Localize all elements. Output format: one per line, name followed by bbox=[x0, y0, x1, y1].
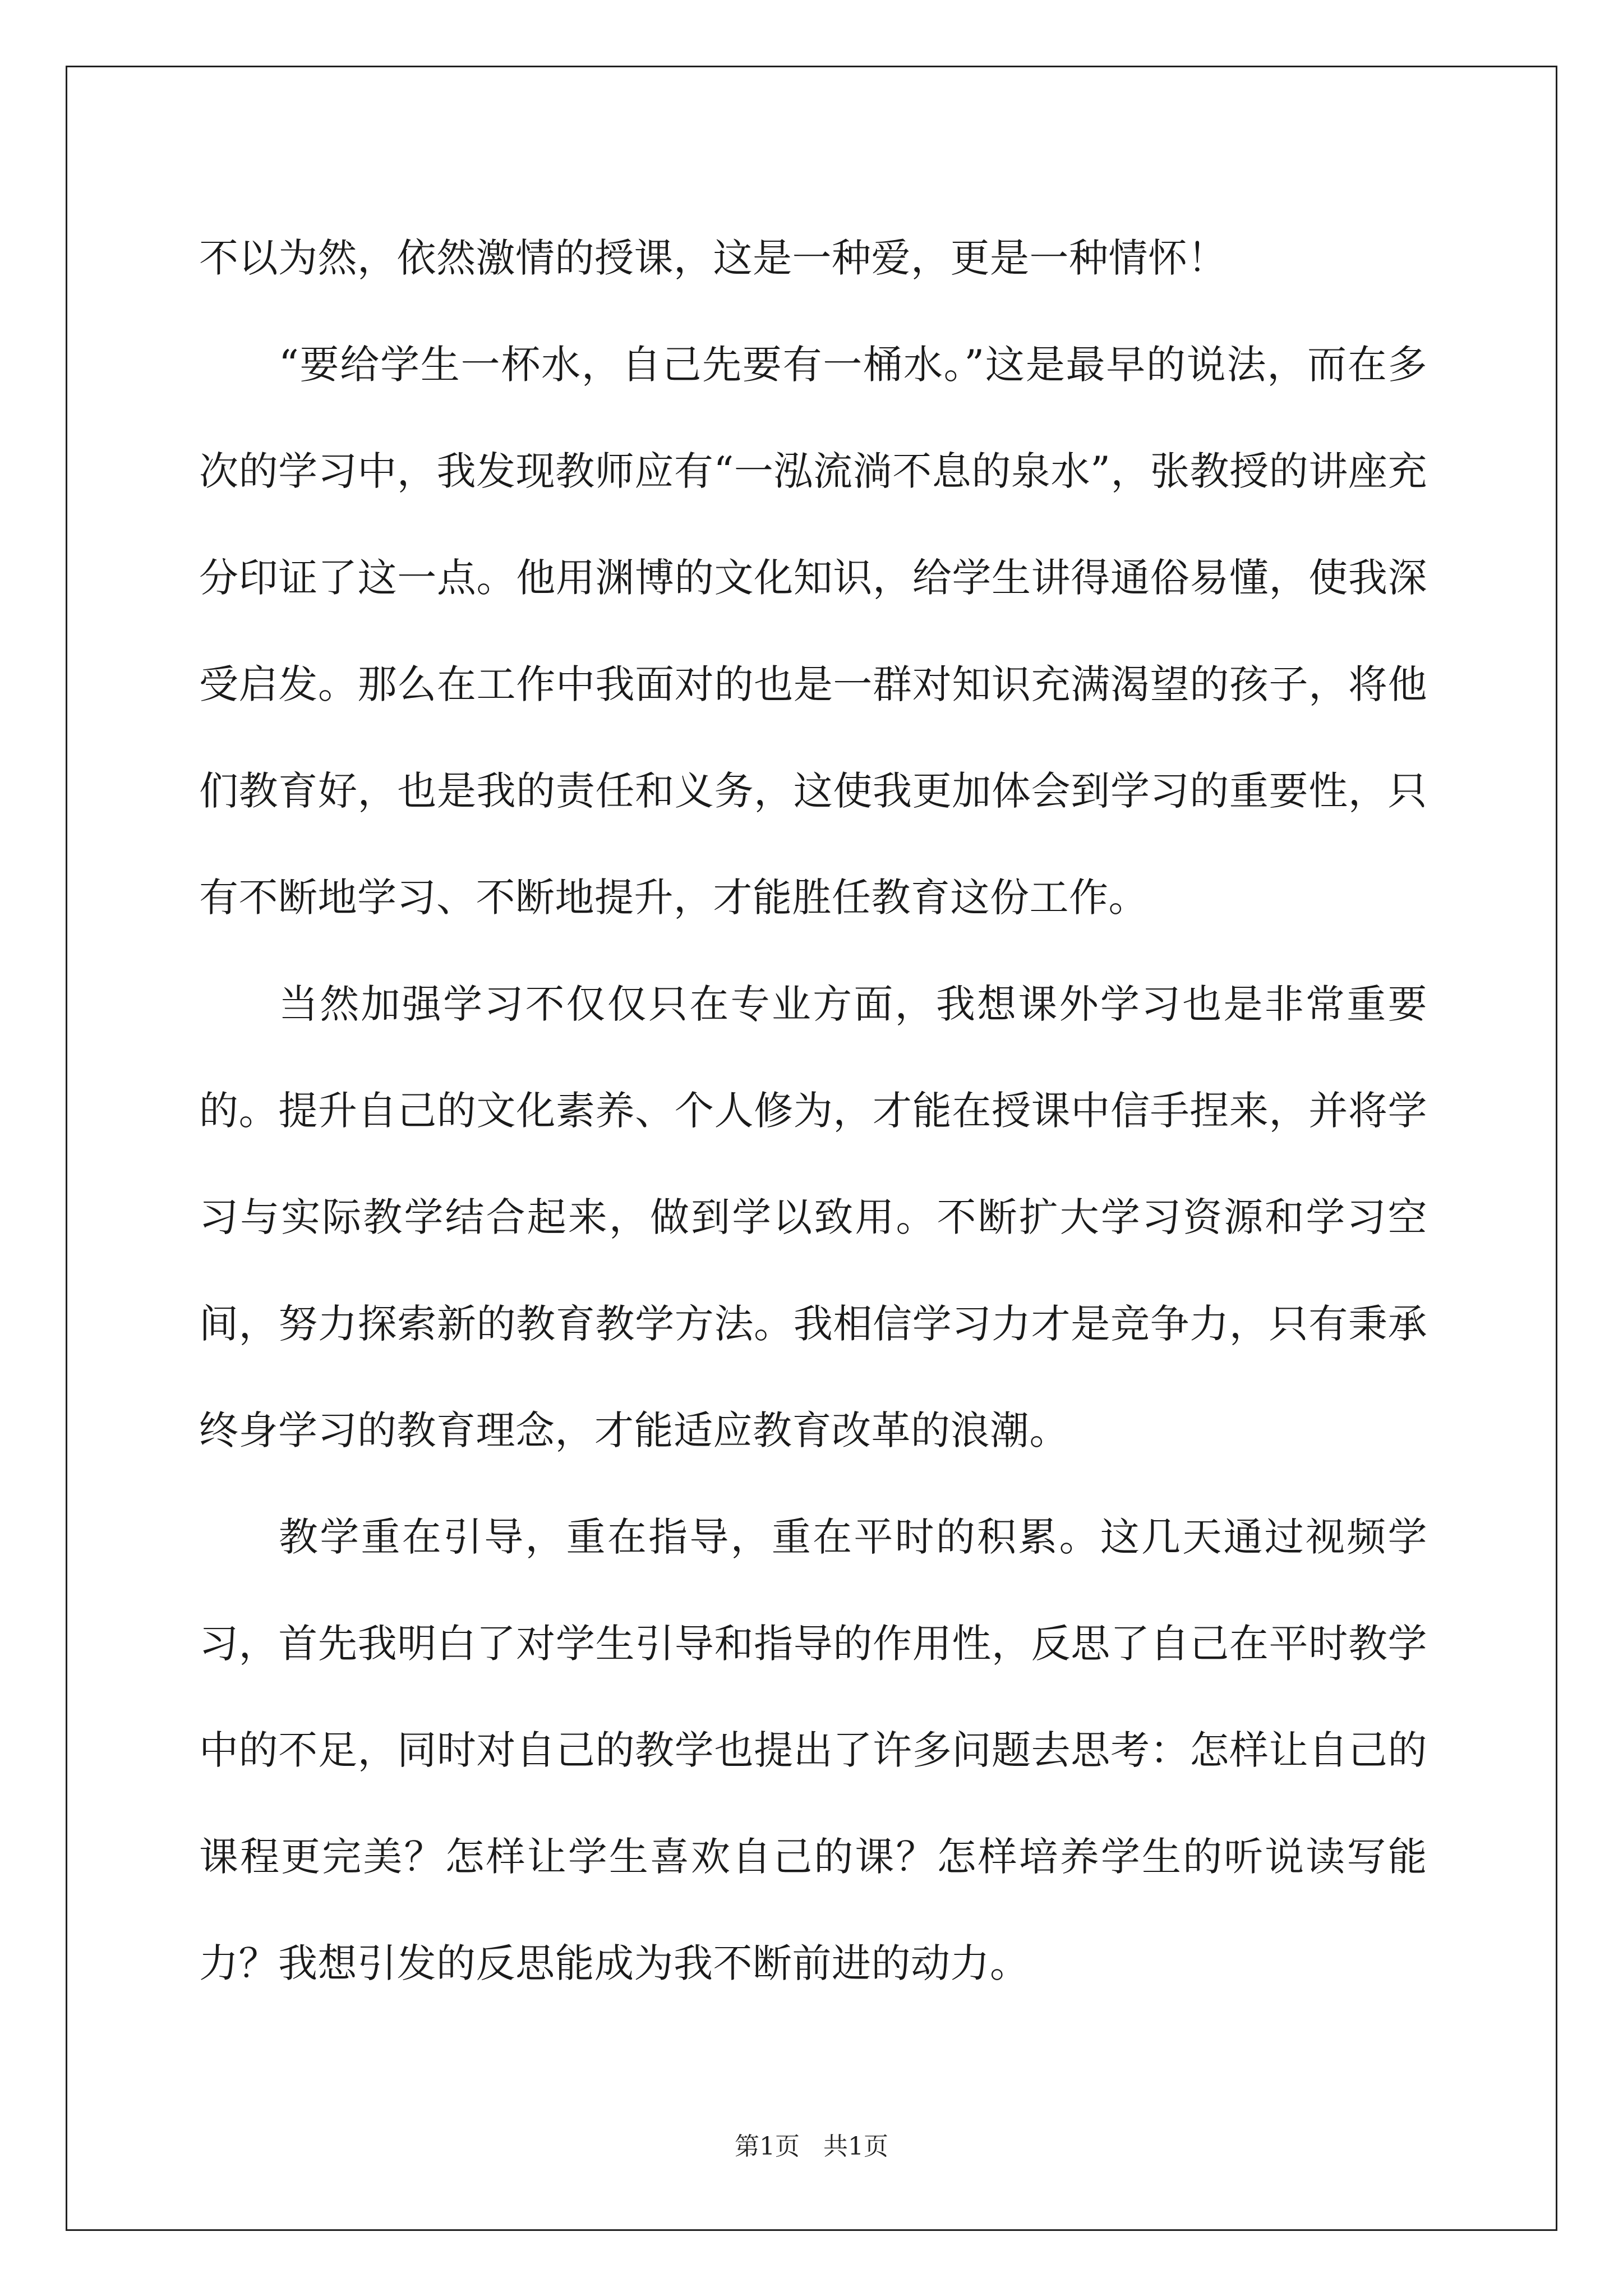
page-footer: 第1页 共1页 bbox=[735, 2132, 888, 2161]
paragraph-1: 不以为然，依然激情的授课，这是一种爱，更是一种情怀！ bbox=[199, 235, 1227, 281]
paragraph-2: “要给学生一杯水，自己先要有一桶水。”这是最早的说法，而在多次的学习中，我发现教师应有“一泓流淌不息的泉水”，张教授的讲座充分印证了这一点。他用渊博的文化知识，给学生讲得通俗易懂，使我深受启发。那么在工作中我面对的也是一群对知识充满渴望的孩子，将他们教育好，也是我的责任和义务，这使我更加体会到学习的重要性，只有不断地学习、不断地提升，才能胜任教育这份工作。 bbox=[199, 342, 1427, 921]
paragraph-4: 教学重在引导，重在指导，重在平时的积累。这几天通过视频学习，首先我明白了对学生引导和指导的作用性，反思了自己在平时教学中的不足，同时对自己的教学也提出了许多问题去思考：怎样让自己的课程更完美？怎样让学生喜欢自己的课？怎样培养学生的听说读写能力？我想引发的反思能成为我不断前进的动力。 bbox=[199, 1514, 1427, 1986]
document-body bbox=[199, 205, 1427, 2017]
paragraph-3: 当然加强学习不仅仅只在专业方面，我想课外学习也是非常重要的。提升自己的文化素养、个人修为，才能在授课中信手捏来，并将学习与实际教学结合起来，做到学以致用。不断扩大学习资源和学习空间，努力探索新的教育教学方法。我相信学习力才是竞争力，只有秉承终身学习的教育理念，才能适应教育改革的浪潮。 bbox=[199, 981, 1427, 1453]
